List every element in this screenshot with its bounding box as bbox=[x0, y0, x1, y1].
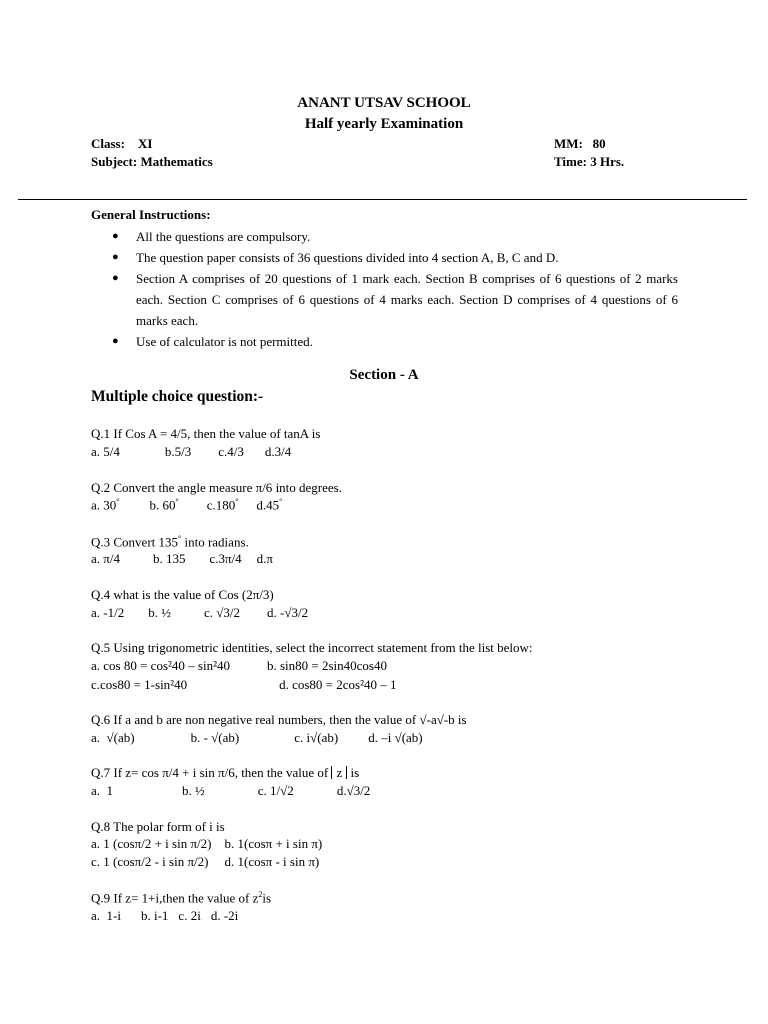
instructions-list bbox=[91, 226, 678, 352]
question-6-options: a. √(ab) b. - √(ab) c. i√(ab) d. –i √(ab) bbox=[91, 730, 423, 745]
instruction-item: ● Use of calculator is not permitted. bbox=[91, 331, 678, 352]
exam-title: Half yearly Examination bbox=[304, 116, 464, 132]
question-4-options: a. -1/2 b. ½ c. √3/2 d. -√3/2 bbox=[91, 605, 309, 620]
question-2: Q.2 Convert the angle measure π/6 into degrees. bbox=[91, 480, 342, 495]
header-divider bbox=[18, 199, 747, 200]
bullet-icon: ● bbox=[112, 272, 119, 284]
question-7-options: a. 1 b. ½ c. 1/√2 d.√3/2 bbox=[91, 783, 371, 798]
class-label: Class: XI bbox=[91, 136, 153, 151]
question-6: Q.6 If a and b are non negative real numbers, then the value of √-a√-b is bbox=[91, 712, 467, 727]
section-title: Section - A bbox=[349, 367, 419, 383]
section-subtitle: Multiple choice question:- bbox=[91, 388, 264, 405]
bullet-icon: ● bbox=[112, 251, 119, 263]
instruction-item: ● The question paper consists of 36 questions divided into 4 section A, B, C and D. bbox=[91, 247, 678, 268]
school-name: ANANT UTSAV SCHOOL bbox=[297, 95, 471, 111]
question-9: Q.9 If z= 1+i,then the value of $z^2is$ bbox=[91, 890, 272, 906]
question-3-options: a. π/4 b. 135 c.3π/4 d.π bbox=[91, 551, 273, 566]
question-1: Q.1 If Cos A = 4/5, then the value of tanA is bbox=[91, 426, 321, 441]
bullet-icon: ● bbox=[112, 230, 119, 242]
time-label: Time: 3 Hrs. bbox=[554, 154, 625, 169]
question-8-options-ab: a. 1 (cosπ/2 + i sin π/2) b. 1(cosπ + i sin π) bbox=[91, 836, 323, 851]
question-2-options: a. 30° b. 60° c.180° d.45° bbox=[91, 497, 283, 513]
question-5-options-cd: c.cos80 = 1-sin²40 d. cos80 = 2cos²40 – 1 bbox=[91, 677, 397, 692]
subject-label: Subject: Mathematics bbox=[91, 154, 213, 169]
question-9-options: a. 1-i b. i-1 c. 2i d. -2i bbox=[91, 908, 239, 923]
question-8-options-cd: c. 1 (cosπ/2 - i sin π/2) d. 1(cosπ - i sin π) bbox=[91, 854, 320, 869]
question-8: Q.8 The polar form of i is bbox=[91, 819, 225, 834]
instructions-title: General Instructions: bbox=[91, 207, 211, 222]
instruction-item: ● Section A comprises of 20 questions of 1 mark each. Section B comprises of 6 questions of 2 marks each. Section C comprises of 6 questions of 4 marks each. Section D comprises of 4 questions of 6 marks each. bbox=[91, 268, 678, 331]
absolute-value-bars: z bbox=[331, 766, 347, 779]
instruction-item: ● All the questions are compulsory. bbox=[91, 226, 678, 247]
question-1-options: a. 5/4 b.5/3 c.4/3 d.3/4 bbox=[91, 444, 292, 459]
bullet-icon: ● bbox=[112, 335, 119, 347]
question-5-options-ab: a. cos 80 = cos²40 – sin²40 b. sin80 = 2sin40cos40 bbox=[91, 658, 387, 673]
question-3: Q.3 Convert 135° into radians. bbox=[91, 534, 249, 550]
question-5: Q.5 Using trigonometric identities, select the incorrect statement from the list below: bbox=[91, 640, 533, 655]
max-marks-label: MM: 80 bbox=[554, 136, 606, 151]
question-7: Q.7 If z= cos π/4 + i sin π/6, then the value of z is bbox=[91, 765, 360, 780]
question-4: Q.4 what is the value of Cos (2π/3) bbox=[91, 587, 274, 602]
